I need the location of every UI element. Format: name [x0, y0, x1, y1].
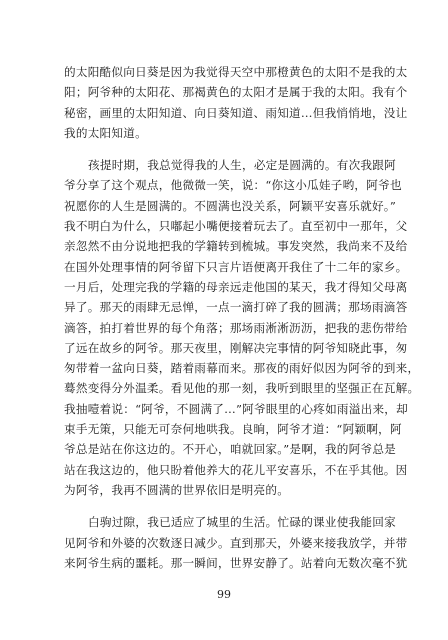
- text-line: 束手无策，只能无可奈何地哄我。良晌，阿爷才道：“阿颖啊，阿: [64, 422, 402, 437]
- text-line: 爷分享了这个观点，他微微一笑，说：“你这小瓜娃子哟，阿爷也: [64, 178, 402, 193]
- text-line: 白驹过隙，我已适应了城里的生活。忙碌的课业使我能回家: [88, 515, 396, 530]
- text-line: 孩提时期，我总觉得我的人生，必定是圆满的。有次我跟阿: [88, 158, 396, 173]
- paragraph-gap: [64, 143, 386, 155]
- page-number: 99: [217, 588, 231, 601]
- paragraph-1: [64, 62, 408, 143]
- text-line: 站在我这边的，他只盼着他养大的花儿平安喜乐，不在乎其他。因: [64, 462, 408, 477]
- text-line: 祝愿你的人生是圆满的。不圆满也没关系，阿颖平安喜乐就好。”: [64, 198, 397, 213]
- page-body: [64, 62, 420, 573]
- paragraph-gap: [64, 500, 386, 512]
- text-line: 阳；阿爷种的太阳花、那褐黄色的太阳才是属于我的太阳。我有个: [64, 85, 408, 100]
- text-line: 一月后，处理完我的学籍的母亲远走他国的某天，我才得知父母离: [64, 279, 408, 294]
- text-line: 我抽噎着说：“阿爷，不圆满了…”阿爷眼里的心疼如雨溢出来，却: [64, 401, 408, 416]
- text-line: 我不明白为什么，只嘟起小嘴便接着玩去了。直至初中一那年，父: [64, 219, 408, 234]
- text-line: 我的太阳知道。: [64, 125, 147, 140]
- text-line: 匆带着一盆向日葵，踏着雨幕而来。那夜的雨好似因为阿爷的到来，: [64, 361, 420, 376]
- text-line: 滴答，拍打着世界的每个角落；那场雨淅淅沥沥，把我的悲伤带给: [64, 320, 408, 335]
- paragraph-3: [64, 512, 408, 573]
- text-line: 来阿爷生病的噩耗。那一瞬间，世界安静了。站着向无数次毫不犹: [64, 555, 408, 570]
- text-line: 亲忽然不由分说地把我的学籍转到梳城。事发突然，我尚来不及给: [64, 239, 408, 254]
- paragraph-2: [64, 155, 420, 500]
- text-line: 蓦然变得分外温柔。看见他的那一刻，我听到眼里的坚强正在瓦解。: [64, 381, 420, 396]
- text-line: 为阿爷，我再不圆满的世界依旧是明亮的。: [64, 482, 290, 497]
- text-line: 在国外处理事情的阿爷留下只言片语便离开我住了十二年的家乡。: [64, 259, 408, 274]
- text-line: 的太阳酷似向日葵是因为我觉得天空中那橙黄色的太阳不是我的太: [64, 65, 408, 79]
- text-line: 爷总是站在你这边的。不开心，咱就回家。”是啊，我的阿爷总是: [64, 442, 397, 457]
- text-line: 秘密，画里的太阳知道、向日葵知道、雨知道…但我悄悄地，没让: [64, 105, 408, 120]
- text-line: 异了。那天的雨肆无忌惮，一点一滴打碎了我的圆满；那场雨滴答: [64, 300, 408, 315]
- text-line: 见阿爷和外婆的次数逐日减少。直到那天，外婆来接我放学，并带: [64, 535, 408, 550]
- text-line: 了远在故乡的阿爷。那天夜里，刚解决完事情的阿爷知晓此事，匆: [64, 340, 408, 355]
